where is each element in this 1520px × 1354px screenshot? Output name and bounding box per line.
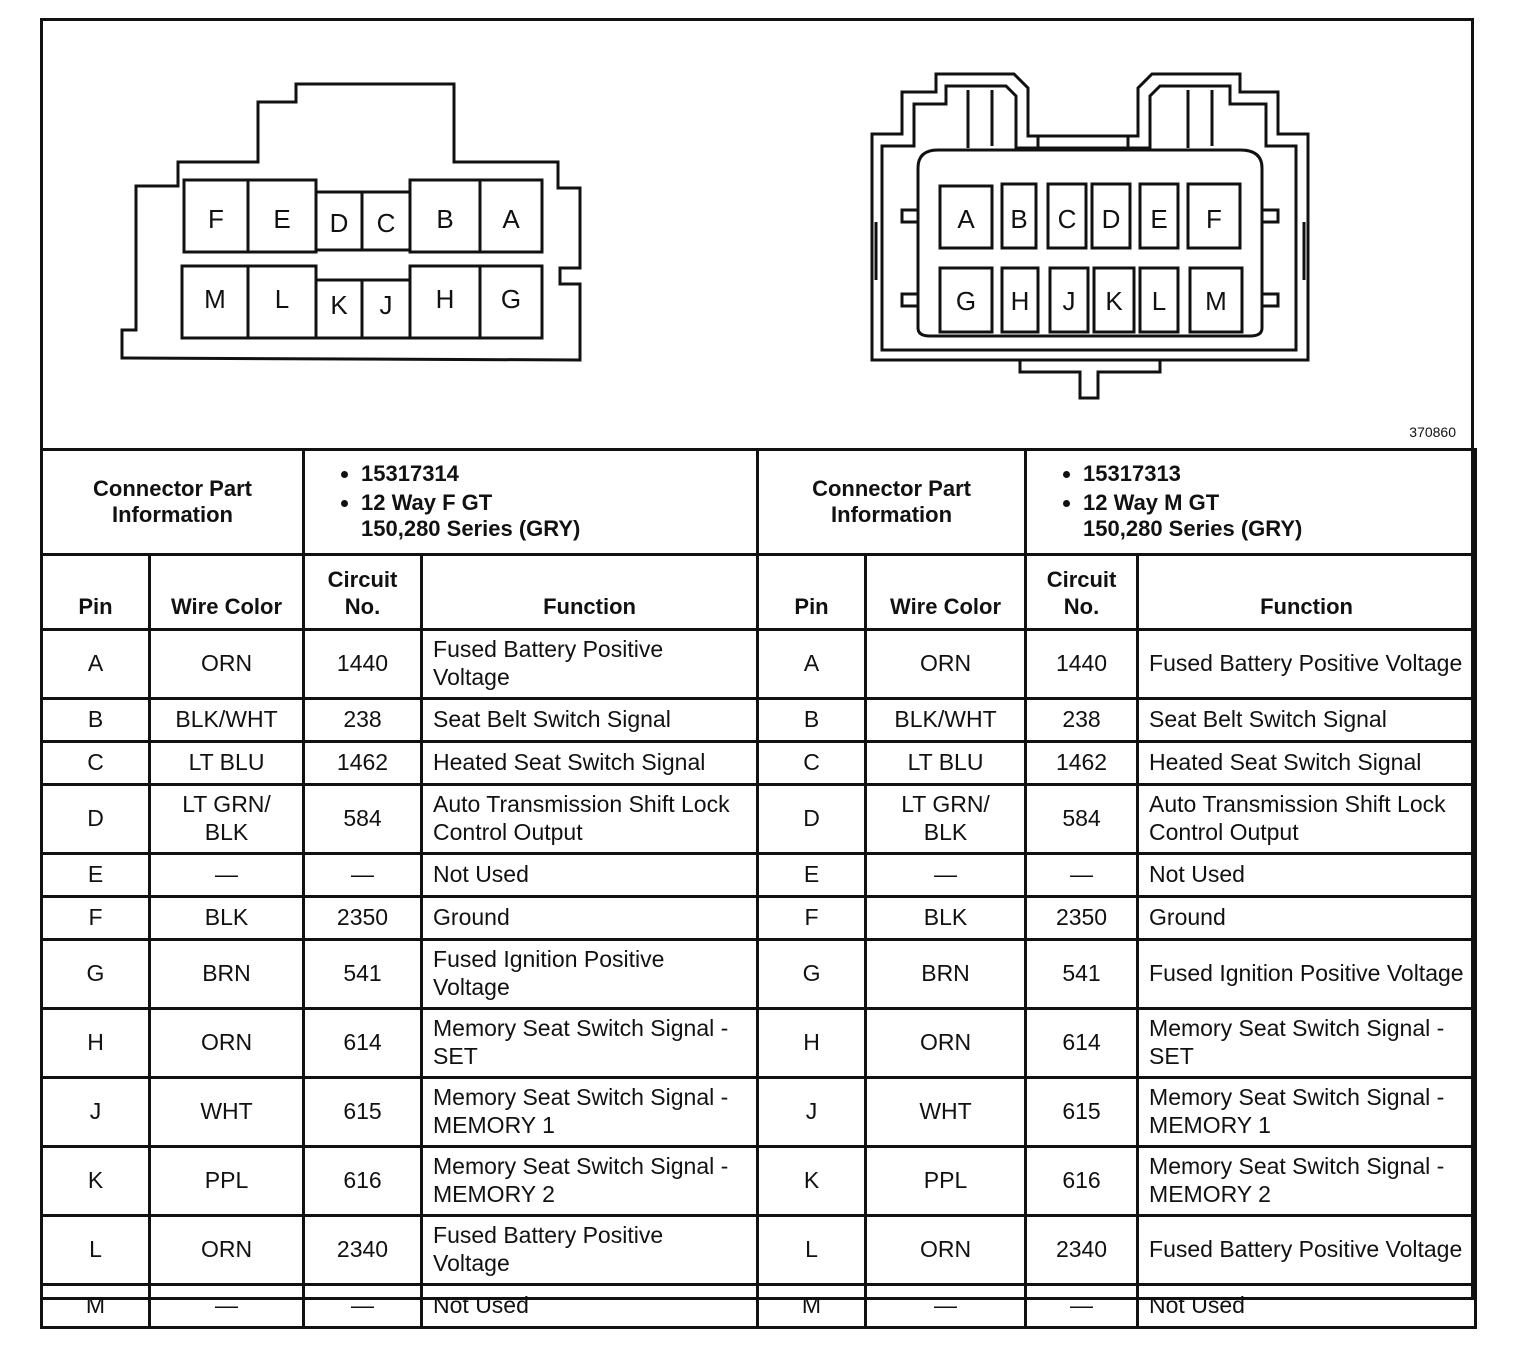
left-function-header: Function (422, 555, 758, 630)
right-function-cell: Fused Battery Positive Voltage (1138, 630, 1476, 699)
right-wire-cell: BRN (866, 940, 1026, 1009)
left-pin-cell: M (42, 1285, 150, 1328)
right-wire-cell: ORN (866, 1216, 1026, 1285)
left-pin-cell: D (42, 785, 150, 854)
pin-label: E (273, 204, 291, 234)
left-function-cell: Memory Seat Switch Signal - SET (422, 1009, 758, 1078)
left-wire-cell: — (150, 1285, 304, 1328)
right-part-info (1026, 450, 1476, 555)
right-circuit-cell: 1462 (1026, 742, 1138, 785)
right-function-cell: Fused Battery Positive Voltage (1138, 1216, 1476, 1285)
left-wire-cell: — (150, 854, 304, 897)
right-function-cell: Not Used (1138, 1285, 1476, 1328)
right-function-cell: Auto Transmission Shift Lock Control Output (1138, 785, 1476, 854)
pinout-table (40, 448, 1477, 1329)
right-wire-header: Wire Color (866, 555, 1026, 630)
left-circuit-cell: 1440 (304, 630, 422, 699)
right-function-cell: Fused Ignition Positive Voltage (1138, 940, 1476, 1009)
right-wire-cell: — (866, 1285, 1026, 1328)
left-pin-cell: G (42, 940, 150, 1009)
table-row (42, 897, 1476, 940)
pin-label: M (204, 284, 226, 314)
table-row (42, 1285, 1476, 1328)
left-wire-cell: ORN (150, 630, 304, 699)
left-function-cell: Fused Battery Positive Voltage (422, 1216, 758, 1285)
left-wire-header: Wire Color (150, 555, 304, 630)
table-row (42, 742, 1476, 785)
left-function-cell: Memory Seat Switch Signal - MEMORY 1 (422, 1078, 758, 1147)
right-pin-cell: F (758, 897, 866, 940)
pin-label: M (1205, 286, 1227, 316)
right-wire-cell: ORN (866, 630, 1026, 699)
left-pin-cell: A (42, 630, 150, 699)
right-pin-cell: K (758, 1147, 866, 1216)
left-circuit-cell: 238 (304, 699, 422, 742)
right-part-type: • 12 Way M GT 150,280 Series (GRY) (1083, 490, 1464, 543)
right-wire-cell: PPL (866, 1147, 1026, 1216)
right-circuit-cell: 616 (1026, 1147, 1138, 1216)
right-function-cell: Ground (1138, 897, 1476, 940)
right-circuit-cell: 2340 (1026, 1216, 1138, 1285)
pin-label: B (436, 204, 454, 234)
right-circuit-cell: 2350 (1026, 897, 1138, 940)
right-pin-cell: J (758, 1078, 866, 1147)
table-row (42, 1078, 1476, 1147)
left-wire-cell: ORN (150, 1216, 304, 1285)
left-circuit-cell: — (304, 854, 422, 897)
pin-label: F (208, 204, 224, 234)
left-circuit-cell: 2350 (304, 897, 422, 940)
left-circuit-cell: 584 (304, 785, 422, 854)
left-function-cell: Seat Belt Switch Signal (422, 699, 758, 742)
left-function-cell: Fused Ignition Positive Voltage (422, 940, 758, 1009)
column-header-row (42, 555, 1476, 630)
pin-label: F (1206, 204, 1222, 234)
left-function-cell: Not Used (422, 1285, 758, 1328)
left-pin-cell: F (42, 897, 150, 940)
left-wire-cell: BLK/WHT (150, 699, 304, 742)
pin-label: H (1010, 286, 1030, 316)
pin-label: H (435, 284, 455, 314)
left-info-label: Connector Part Information (42, 450, 304, 555)
right-wire-cell: ORN (866, 1009, 1026, 1078)
connector-diagrams (40, 18, 1474, 450)
left-pin-cell: B (42, 699, 150, 742)
right-part-number: • 15317313 (1083, 461, 1464, 487)
right-pin-cell: C (758, 742, 866, 785)
pinout-table-container (40, 448, 1474, 1329)
pin-label: G (955, 286, 977, 316)
right-wire-cell: WHT (866, 1078, 1026, 1147)
left-circuit-cell: 615 (304, 1078, 422, 1147)
left-pin-cell: L (42, 1216, 150, 1285)
left-function-cell: Fused Battery Positive Voltage (422, 630, 758, 699)
left-part-type: • 12 Way F GT 150,280 Series (GRY) (361, 490, 746, 543)
right-wire-cell: BLK (866, 897, 1026, 940)
left-wire-cell: LT GRN/ BLK (150, 785, 304, 854)
right-function-cell: Memory Seat Switch Signal - MEMORY 1 (1138, 1078, 1476, 1147)
right-info-label: Connector Part Information (758, 450, 1026, 555)
table-row (42, 854, 1476, 897)
connector-drawings (40, 18, 1474, 450)
left-pin-cell: E (42, 854, 150, 897)
right-circuit-cell: 238 (1026, 699, 1138, 742)
right-circuit-header: Circuit No. (1026, 555, 1138, 630)
right-pin-cell: L (758, 1216, 866, 1285)
left-circuit-cell: — (304, 1285, 422, 1328)
pin-label: K (1105, 286, 1123, 316)
right-pin-cell: A (758, 630, 866, 699)
left-circuit-cell: 1462 (304, 742, 422, 785)
right-pin-cell: M (758, 1285, 866, 1328)
left-pin-cell: H (42, 1009, 150, 1078)
left-wire-cell: BRN (150, 940, 304, 1009)
table-row (42, 785, 1476, 854)
pin-label: K (330, 290, 348, 320)
right-function-cell: Heated Seat Switch Signal (1138, 742, 1476, 785)
right-function-cell: Memory Seat Switch Signal - MEMORY 2 (1138, 1147, 1476, 1216)
right-pin-cell: D (758, 785, 866, 854)
right-circuit-cell: — (1026, 854, 1138, 897)
pin-label: E (1150, 204, 1168, 234)
right-function-cell: Memory Seat Switch Signal - SET (1138, 1009, 1476, 1078)
pin-label: D (329, 208, 349, 238)
pin-label: J (1062, 286, 1076, 316)
right-wire-cell: LT BLU (866, 742, 1026, 785)
right-circuit-cell: 584 (1026, 785, 1138, 854)
pin-label: A (957, 204, 975, 234)
right-circuit-cell: — (1026, 1285, 1138, 1328)
right-pin-cell: E (758, 854, 866, 897)
pin-label: D (1101, 204, 1121, 234)
right-function-cell: Seat Belt Switch Signal (1138, 699, 1476, 742)
left-wire-cell: ORN (150, 1009, 304, 1078)
left-function-cell: Ground (422, 897, 758, 940)
right-function-cell: Not Used (1138, 854, 1476, 897)
right-wire-cell: — (866, 854, 1026, 897)
left-circuit-cell: 2340 (304, 1216, 422, 1285)
table-row (42, 630, 1476, 699)
left-function-cell: Not Used (422, 854, 758, 897)
pin-label: L (274, 284, 290, 314)
left-wire-cell: LT BLU (150, 742, 304, 785)
table-row (42, 1147, 1476, 1216)
table-row (42, 1009, 1476, 1078)
pin-label: G (500, 284, 522, 314)
right-wire-cell: LT GRN/ BLK (866, 785, 1026, 854)
left-function-cell: Memory Seat Switch Signal - MEMORY 2 (422, 1147, 758, 1216)
connector-info-row (42, 450, 1476, 555)
left-circuit-header: Circuit No. (304, 555, 422, 630)
right-pin-cell: H (758, 1009, 866, 1078)
left-wire-cell: WHT (150, 1078, 304, 1147)
left-pin-cell: J (42, 1078, 150, 1147)
right-pin-header: Pin (758, 555, 866, 630)
left-pin-header: Pin (42, 555, 150, 630)
pin-label: L (1151, 286, 1167, 316)
right-circuit-cell: 1440 (1026, 630, 1138, 699)
right-function-header: Function (1138, 555, 1476, 630)
pin-label: C (376, 208, 396, 238)
pin-label: A (502, 204, 520, 234)
left-part-number: • 15317314 (361, 461, 746, 487)
right-pin-cell: B (758, 699, 866, 742)
pin-label: C (1057, 204, 1077, 234)
right-wire-cell: BLK/WHT (866, 699, 1026, 742)
pin-label: B (1010, 204, 1028, 234)
left-function-cell: Heated Seat Switch Signal (422, 742, 758, 785)
left-circuit-cell: 616 (304, 1147, 422, 1216)
pin-label: J (379, 290, 393, 320)
table-row (42, 1216, 1476, 1285)
left-circuit-cell: 614 (304, 1009, 422, 1078)
left-circuit-cell: 541 (304, 940, 422, 1009)
left-pin-cell: C (42, 742, 150, 785)
left-pin-cell: K (42, 1147, 150, 1216)
figure-id: 370860 (1409, 424, 1456, 440)
right-circuit-cell: 541 (1026, 940, 1138, 1009)
left-part-info (304, 450, 758, 555)
right-connector-drawing (872, 74, 1308, 398)
left-wire-cell: BLK (150, 897, 304, 940)
left-function-cell: Auto Transmission Shift Lock Control Output (422, 785, 758, 854)
left-wire-cell: PPL (150, 1147, 304, 1216)
right-circuit-cell: 615 (1026, 1078, 1138, 1147)
table-row (42, 940, 1476, 1009)
right-pin-cell: G (758, 940, 866, 1009)
table-row (42, 699, 1476, 742)
right-circuit-cell: 614 (1026, 1009, 1138, 1078)
